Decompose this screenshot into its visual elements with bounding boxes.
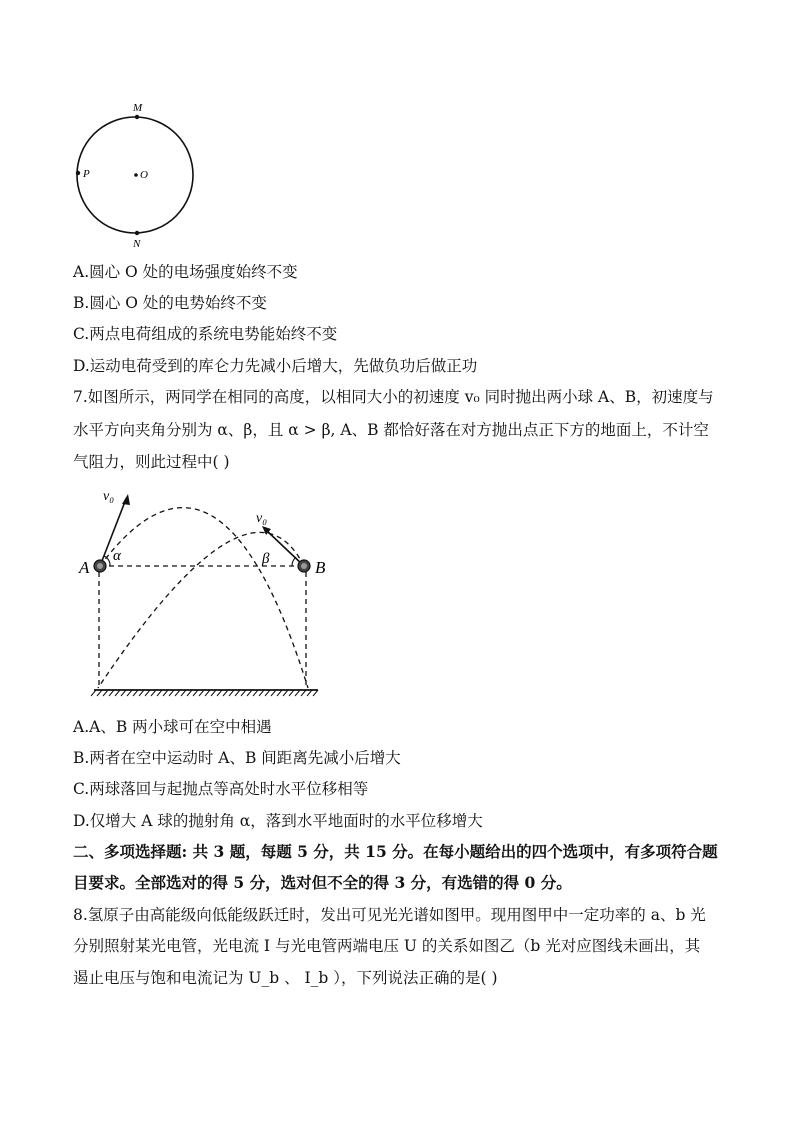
q7-stem-line-2: 水平方向夹角分别为 α、β，且 α > β, A、B 都恰好落在对方抛出点正下方的地面上，不计空 xyxy=(73,421,709,439)
point-p-dot xyxy=(76,171,80,175)
trajectory-b xyxy=(98,532,304,688)
label-p: P xyxy=(83,168,90,180)
ball-a xyxy=(94,560,106,572)
q8-stem-line-3: 遏止电压与饱和电流记为 U_b 、 I_b ），下列说法正确的是( ) xyxy=(73,969,498,987)
q7-stem-line-1: 7.如图所示，两同学在相同的高度，以相同大小的初速度 v₀ 同时抛出两小球 A、B，初速度与 xyxy=(73,388,714,406)
label-v0-left: v₀ xyxy=(103,489,115,504)
q7-stem-line-3: 气阻力，则此过程中( ) xyxy=(73,453,230,471)
q7-option-c: C.两球落回与起抛点等高处时水平位移相等 xyxy=(73,780,369,798)
section-2-heading-line-1: 二、多项选择题: 共 3 题，每题 5 分，共 15 分。在每小题给出的四个选项中，有多项符合题 xyxy=(73,842,718,861)
q8-stem-line-1: 8.氢原子由高能级向低能级跃迁时，发出可见光光谱如图甲。现用图甲中一定功率的 a、b 光 xyxy=(73,906,706,924)
label-alpha: α xyxy=(113,548,121,564)
label-a: A xyxy=(79,558,90,577)
label-b: B xyxy=(315,558,326,577)
label-v0-right: v₀ xyxy=(256,511,268,526)
section-2-heading-line-2: 目要求。全部选对的得 5 分，选对但不全的得 3 分，有选错的得 0 分。 xyxy=(73,873,572,892)
label-beta: β xyxy=(262,551,270,567)
label-n: N xyxy=(133,238,141,250)
q6-option-d: D.运动电荷受到的库仑力先减小后增大，先做负功后做正功 xyxy=(73,357,478,375)
point-m-dot xyxy=(135,115,139,119)
figure-projectile-diagram xyxy=(70,480,350,705)
label-m: M xyxy=(133,102,143,114)
figure-circle-charges xyxy=(60,95,210,255)
q6-option-b: B.圆心 O 处的电势始终不变 xyxy=(73,294,267,312)
q7-option-a: A.A、B 两小球可在空中相遇 xyxy=(73,718,272,736)
ground-hatching xyxy=(91,690,318,696)
label-o: O xyxy=(140,169,148,181)
angle-arc-beta xyxy=(292,557,296,566)
q6-option-a: A.圆心 O 处的电场强度始终不变 xyxy=(73,263,298,281)
q7-option-b: B.两者在空中运动时 A、B 间距离先减小后增大 xyxy=(73,749,401,767)
point-o-dot xyxy=(134,173,138,177)
q6-option-c: C.两点电荷组成的系统电势能始终不变 xyxy=(73,325,338,343)
trajectory-a xyxy=(100,508,308,688)
q7-option-d: D.仅增大 A 球的抛射角 α，落到水平地面时的水平位移增大 xyxy=(73,812,483,830)
ball-b xyxy=(298,560,310,572)
point-n-dot xyxy=(135,231,139,235)
q8-stem-line-2: 分别照射某光电管，光电流 I 与光电管两端电压 U 的关系如图乙（b 光对应图线未画出，其 xyxy=(73,937,701,955)
